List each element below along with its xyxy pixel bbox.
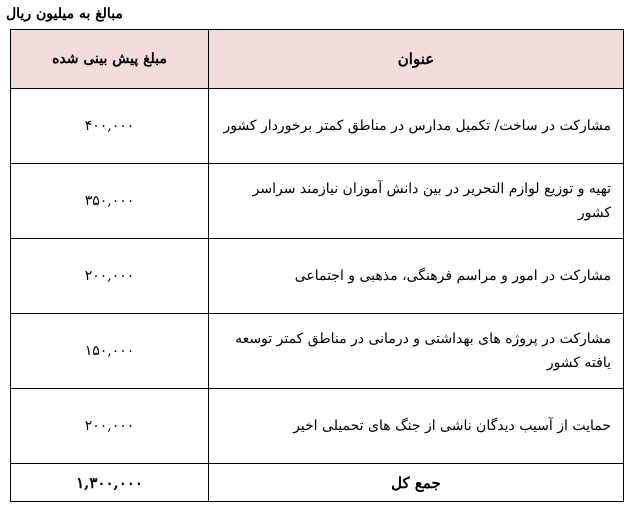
table-row [11, 389, 624, 464]
row-title: مشارکت در پروژه های بهداشتی و درمانی در مناطق کمتر توسعه یافته کشور [209, 314, 624, 389]
total-amount: ۱,۳۰۰,۰۰۰ [11, 464, 209, 502]
total-row [11, 464, 624, 502]
table-header-row [11, 30, 624, 89]
table-row [11, 164, 624, 239]
table-row [11, 89, 624, 164]
row-title: مشارکت در امور و مراسم فرهنگی، مذهبی و اجتماعی [209, 239, 624, 314]
header-amount: مبلغ پیش بینی شده [11, 30, 209, 89]
row-amount: ۲۰۰,۰۰۰ [11, 239, 209, 314]
row-title: مشارکت در ساخت/ تکمیل مدارس در مناطق کمتر برخوردار کشور [209, 89, 624, 164]
row-amount: ۲۰۰,۰۰۰ [11, 389, 209, 464]
row-amount: ۱۵۰,۰۰۰ [11, 314, 209, 389]
row-title: تهیه و توزیع لوازم التحریر در بین دانش آموزان نیازمند سراسر کشور [209, 164, 624, 239]
total-label: جمع کل [209, 464, 624, 502]
row-title: حمایت از آسیب دیدگان ناشی از جنگ های تحمیلی اخیر [209, 389, 624, 464]
table-row [11, 314, 624, 389]
table-row [11, 239, 624, 314]
budget-table [10, 29, 624, 502]
row-amount: ۳۵۰,۰۰۰ [11, 164, 209, 239]
header-title: عنوان [209, 30, 624, 89]
unit-caption: مبالغ به میلیون ریال [6, 6, 123, 22]
row-amount: ۴۰۰,۰۰۰ [11, 89, 209, 164]
